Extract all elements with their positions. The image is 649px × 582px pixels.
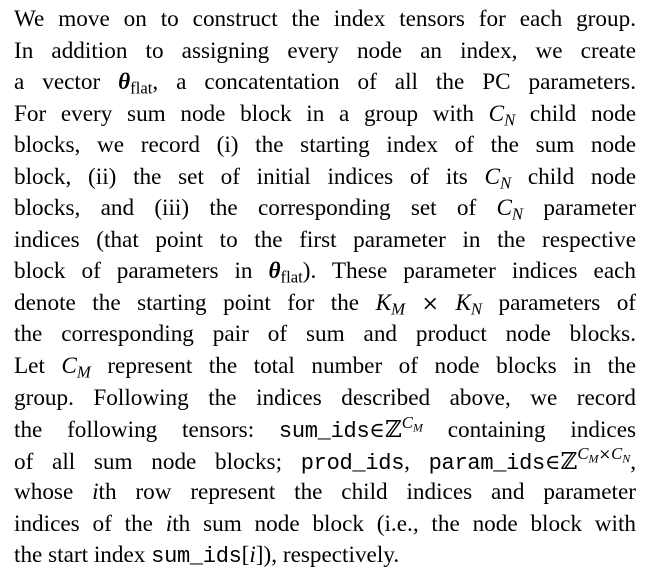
math-i: i (92, 479, 99, 506)
math-subscript-N: N (622, 451, 631, 466)
text-run: represent the total number of node blocks in the (107, 353, 637, 380)
math-subscript-M: M (588, 451, 599, 466)
code-param-ids: param_ids (428, 450, 545, 476)
text-line-18 (14, 540, 636, 572)
text-run: whose (14, 479, 74, 506)
comma: , (630, 448, 637, 475)
math-C: C (611, 444, 623, 464)
text-run: ), respectively. (263, 542, 400, 569)
element-of-operator: ∈ (544, 449, 561, 474)
text-line-15 (14, 446, 636, 478)
text-line-14 (14, 414, 636, 446)
code-sum-ids: sum_ids (151, 544, 242, 570)
text-line-3 (14, 67, 636, 99)
text-run: a vector (14, 69, 101, 96)
math-C: C (61, 353, 77, 380)
math-i: i (165, 510, 173, 537)
text-run: parameter (543, 195, 637, 222)
math-superscript (401, 412, 423, 435)
math-subscript-N: N (504, 110, 516, 130)
text-run: parameters of (498, 289, 637, 316)
text-line-2: In addition to assigning every node an index, we create (14, 37, 636, 64)
times-operator: × (421, 290, 439, 315)
text-line-16 (14, 477, 636, 509)
paper-paragraph (14, 4, 636, 572)
math-K: K (375, 289, 392, 316)
math-C: C (401, 412, 413, 432)
text-run: block of parameters in (14, 258, 253, 285)
text-run: child node (527, 163, 636, 190)
theta-symbol: θ (268, 258, 281, 285)
text-run: For every sum node block in a group with (14, 100, 474, 127)
text-line-8: indices (that point to the first parameter in the respective (14, 226, 636, 253)
text-run: of all sum node blocks; (14, 448, 283, 475)
code-prod-ids: prod_ids (300, 450, 405, 476)
math-C: C (577, 444, 589, 464)
math-superscript (577, 444, 631, 466)
text-run: th row represent the child indices and parameter (98, 479, 636, 506)
text-run: ). These parameter indices each (302, 258, 637, 285)
math-subscript-M: M (391, 299, 405, 319)
text-run: th sum node block (i.e., the node block with (172, 510, 637, 537)
text-line-13: group. Following the indices described above, we record (14, 384, 636, 411)
math-subscript-N: N (511, 204, 524, 224)
text-run: the start index (14, 542, 146, 569)
math-C: C (484, 163, 500, 190)
text-line-11: the corresponding pair of sum and product node blocks. (14, 321, 636, 348)
math-C: C (496, 195, 512, 222)
integers-symbol: ℤ (384, 416, 402, 444)
math-K: K (455, 289, 471, 316)
text-line-4 (14, 99, 636, 131)
text-line-17 (14, 509, 636, 541)
text-run: , a concatentation of all the PC parameters. (152, 69, 637, 96)
text-line-6 (14, 162, 636, 194)
theta-symbol: θ (118, 69, 131, 96)
comma: , (404, 448, 410, 475)
text-line-9 (14, 256, 636, 288)
math-subscript-M: M (412, 420, 423, 435)
math-i: i (249, 542, 256, 569)
text-line-1: We move on to construct the index tensors for each group. (14, 6, 636, 32)
math-C: C (488, 100, 505, 127)
text-line-7 (14, 193, 636, 225)
text-run: denote the starting point for the (14, 289, 360, 316)
text-line-12 (14, 351, 636, 383)
element-of-operator: ∈ (369, 418, 385, 443)
text-run: block, (ii) the set of initial indices of its (14, 163, 468, 190)
left-bracket: [ (241, 542, 250, 569)
math-subscript-M: M (76, 362, 91, 382)
times-operator: × (598, 445, 612, 464)
text-run: the following tensors: (14, 417, 255, 444)
text-run: blocks, and (iii) the corresponding set of (14, 195, 477, 222)
text-line-10 (14, 288, 636, 320)
text-run: Let (14, 353, 45, 380)
text-run: indices of the (14, 510, 153, 537)
text-run: containing indices (447, 417, 637, 444)
integers-symbol: ℤ (560, 447, 578, 475)
right-bracket: ] (255, 542, 264, 569)
text-line-5: blocks, we record (i) the starting index of the sum node (14, 132, 636, 159)
text-run: child node (529, 100, 637, 127)
math-subscript-N: N (470, 299, 483, 319)
flat-subscript: flat (130, 78, 153, 98)
code-sum-ids: sum_ids (278, 419, 370, 445)
flat-subscript: flat (280, 268, 303, 288)
math-subscript-N: N (499, 173, 512, 193)
